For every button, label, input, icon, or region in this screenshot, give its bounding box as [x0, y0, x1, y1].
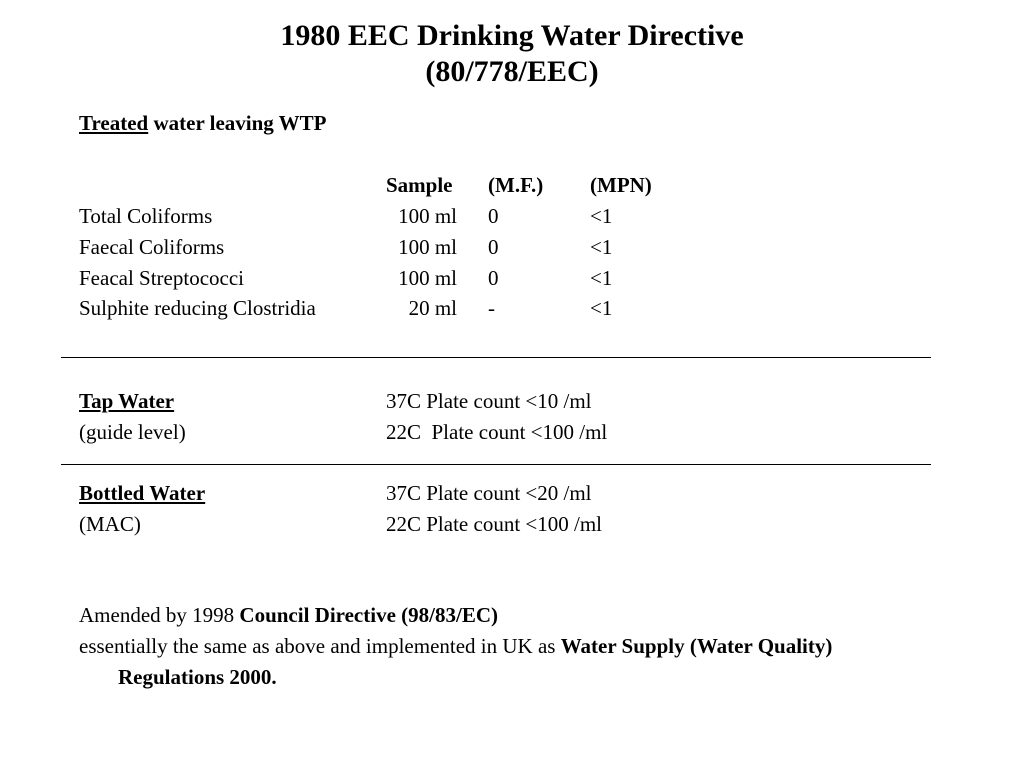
amendment-prefix: Amended by 1998 [79, 603, 240, 627]
row-mpn: <1 [590, 204, 613, 228]
bottled-water-line-2: 22C Plate count <100 /ml [386, 512, 602, 536]
row-mpn: <1 [590, 235, 613, 259]
bottled-water-line-1: 37C Plate count <20 /ml [386, 481, 592, 505]
treated-heading-rest: water leaving WTP [148, 111, 327, 135]
row-name: Sulphite reducing Clostridia [79, 296, 316, 320]
tap-water-line-1: 37C Plate count <10 /ml [386, 389, 592, 413]
tap-water-heading: Tap Water [79, 389, 175, 413]
row-mf: 0 [488, 235, 499, 259]
row-name: Total Coliforms [79, 204, 213, 228]
tap-water-subheading: (guide level) [79, 420, 186, 444]
row-mf: 0 [488, 266, 499, 290]
bottled-water-heading: Bottled Water [79, 481, 206, 505]
amendment-regulation: Water Supply (Water Quality) Regulations 2000. [118, 634, 833, 689]
tap-water-line-2: 22C Plate count <100 /ml [386, 420, 608, 444]
row-sample: 100 ml [398, 266, 457, 290]
row-mf: - [488, 296, 495, 320]
column-header-mpn: (MPN) [590, 173, 652, 197]
section-divider [61, 464, 931, 465]
row-mf: 0 [488, 204, 499, 228]
treated-heading [79, 110, 327, 136]
amendment-text: essentially the same as above and implemented in UK as [79, 634, 561, 658]
treated-heading-underlined: Treated [79, 111, 149, 135]
amendment-line-2 [79, 631, 919, 693]
amendment-directive: Council Directive (98/83/EC) [239, 603, 498, 627]
section-divider [61, 357, 931, 358]
bottled-water-subheading: (MAC) [79, 512, 141, 536]
title-line-1: 1980 EEC Drinking Water Directive [280, 19, 744, 52]
amendment-block [79, 600, 919, 693]
row-mpn: <1 [590, 266, 613, 290]
row-sample: 100 ml [398, 204, 457, 228]
row-mpn: <1 [590, 296, 613, 320]
row-sample: 20 ml [408, 296, 457, 320]
column-header-mf: (M.F.) [488, 173, 544, 197]
row-sample: 100 ml [398, 235, 457, 259]
amendment-line-1 [79, 600, 919, 631]
row-name: Feacal Streptococci [79, 266, 245, 290]
column-header-sample: Sample [386, 173, 453, 197]
row-name: Faecal Coliforms [79, 235, 225, 259]
title-line-2: (80/778/EEC) [425, 55, 599, 88]
slide-title [0, 18, 1024, 90]
